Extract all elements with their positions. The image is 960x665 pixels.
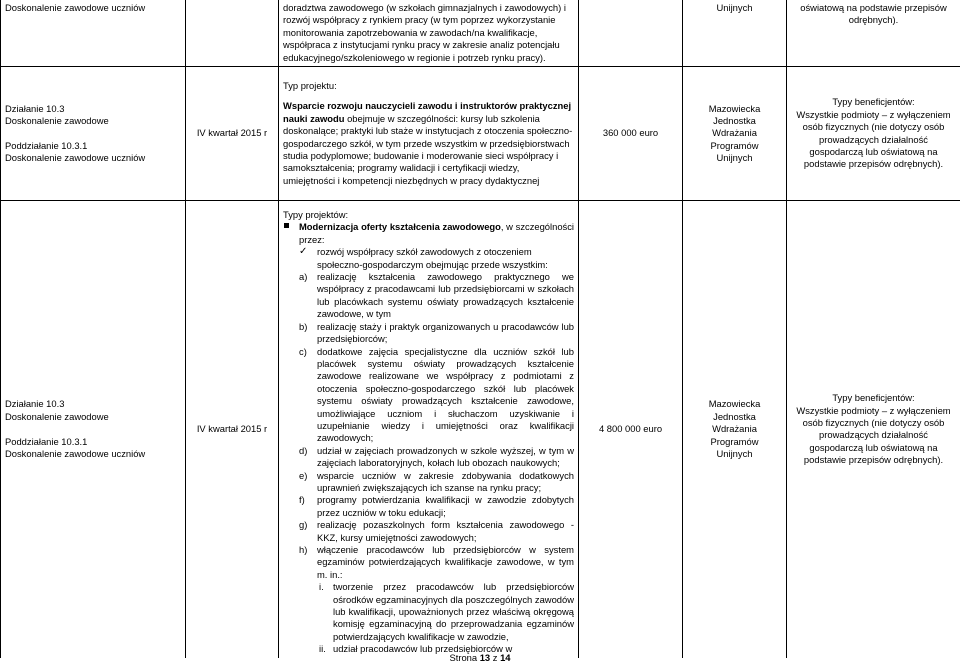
institution-line: Mazowiecka [708, 398, 761, 410]
project-type-cell [279, 0, 579, 67]
institution-line: Unijnych [716, 152, 753, 164]
institution-cell [683, 201, 787, 658]
list-item [283, 246, 574, 271]
measure-line: Doskonalenie zawodowe uczniów [5, 2, 146, 13]
institution-line: Unijnych [716, 447, 753, 459]
project-details: obejmuje w szczególności: kursy lub szkolenia doskonalące; praktyki lub staże w instytucjach z otoczenia społeczno-gospodarczego szkół, w tym przede wszystkim w przedsiębiorstwach studia podyplomowe; budowanie i moderowanie sieci współpracy i samokształcenia; programy walidacji i certyfikacji wiedzy, umiejętności i kompetencji niezbędnych w pracy dydaktycznej [283, 112, 573, 186]
footer-middle: z [490, 652, 501, 663]
beneficiaries-label: Typy beneficjentów: [832, 96, 915, 108]
list-item [283, 470, 574, 495]
project-type-label: Typy projektów: [283, 209, 349, 221]
institution-line: Mazowiecka [708, 102, 761, 114]
measure-spacer [5, 423, 181, 435]
institution-line: Unijnych [716, 2, 753, 13]
beneficiaries-cell [787, 0, 960, 67]
list-item-marker: a) [299, 271, 308, 283]
measure-line: Doskonalenie zawodowe uczniów [5, 447, 146, 459]
square-bullet-icon [284, 223, 289, 228]
beneficiaries-text: Wszystkie podmioty – z wyłączeniem osób fizycznych (nie dotyczy osób prowadzących działalność gospodarczą lub oświatową na podstawie przepisów odrębnych). [796, 108, 951, 170]
institution-line: Wdrażania [712, 127, 757, 139]
list-item-text: udział pracodawców lub przedsiębiorców w [333, 643, 513, 655]
beneficiaries-cell [787, 67, 960, 201]
allocation-cell [579, 67, 683, 201]
list-item-text: realizację pozaszkolnych form kształcenia zawodowego - KKZ, kursy umiejętności zawodowych; [317, 519, 574, 543]
footer-prefix: Strona [449, 652, 480, 663]
beneficiaries-label: Typy beneficjentów: [832, 392, 915, 404]
list-item-marker: b) [299, 320, 308, 332]
list-item-marker: ii. [319, 643, 326, 655]
total-pages-number: 14 [500, 652, 511, 663]
list-item-marker: d) [299, 444, 308, 456]
measure-line: Działanie 10.3 [5, 398, 65, 410]
measure-cell [1, 67, 186, 201]
project-title: Wsparcie rozwoju nauczycieli zawodu i instruktorów praktycznej nauki zawodu [283, 100, 572, 124]
allocation-cell [579, 201, 683, 658]
list-item-text: tworzenie przez pracodawców lub przedsiębiorców ośrodków egzaminacyjnych dla poszczególnych zawodów lub kwalifikacji, upoważnionych przez właściwą okręgową komisję egzaminacyjną do przeprowadzania egzaminów potwierdzających kwalifikacje w zawodzie, [333, 581, 574, 642]
measure-spacer [5, 127, 181, 139]
project-type-cell [279, 67, 579, 201]
list-item-marker: c) [299, 345, 307, 357]
list-item-text: wsparcie uczniów w zakresie zdobywania dodatkowych uprawnień zwiększających ich szanse na rynku pracy; [317, 469, 574, 493]
list-item [283, 581, 574, 643]
list-item [283, 544, 574, 581]
allocation-cell [579, 0, 683, 67]
institution-cell [683, 67, 787, 201]
table-row [1, 201, 960, 658]
allocation-amount: 4 800 000 euro [598, 423, 663, 435]
list-item-text: , w szczególności przez: [299, 221, 574, 245]
list-item-text: dodatkowe zajęcia specjalistyczne dla uczniów szkół lub placówek systemu oświaty prowadzących kształcenie zawodowe realizowane we współpracy z podmiotami z otoczenia społeczno-gospodarczego szkół lub placówek systemu oświaty prowadzących kształcenie zawodowe, umożliwiające uczniom i słuchaczom uzyskiwanie i uzupełnianie wiedzy i umiejętności oraz kwalifikacji zawodowych; [317, 345, 574, 444]
list-item-title: Modernizacja oferty kształcenia zawodowego [299, 221, 501, 233]
beneficiaries-cell [787, 201, 960, 658]
project-type-label: Typ projektu: [283, 79, 337, 91]
list-item-marker: g) [299, 519, 308, 531]
project-description: doradztwa zawodowego (w szkołach gimnazjalnych i zawodowych) i rozwój współpracy z rynkiem pracy (w tym poprzez wykorzystanie monitorowania zapotrzebowania w zawodach/na kwalifikacje, współpraca z instytucjami rynku pracy w zakresie analiz potencjału edukacyjnego/szkoleniowego w regionie i potrzeb rynku pracy). [283, 2, 566, 63]
list-item [283, 271, 574, 321]
institution-line: Wdrażania [712, 423, 757, 435]
table-row [1, 0, 960, 67]
measure-line: Doskonalenie zawodowe [5, 114, 109, 126]
beneficiaries-text: Wszystkie podmioty – z wyłączeniem osób fizycznych (nie dotyczy osób prowadzących działalność gospodarczą lub oświatową na podstawie przepisów odrębnych). [796, 404, 951, 466]
institution-cell [683, 0, 787, 67]
project-type-list [283, 221, 574, 655]
list-item [283, 321, 574, 346]
list-item-text: rozwój współpracy szkół zawodowych z otoczeniem społeczno-gospodarczym obejmując przede wszystkim: [317, 246, 548, 270]
timing-cell [186, 201, 279, 658]
list-item [283, 346, 574, 445]
timing-text: IV kwartał 2015 r [196, 127, 268, 139]
beneficiaries-text: oświatową na podstawie przepisów odrębnych). [800, 2, 947, 26]
measure-line: Doskonalenie zawodowe [5, 410, 109, 422]
list-item-text: realizację kształcenia zawodowego praktycznego we współpracy z pracodawcami lub przedsiębiorcami w szkołach lub placówkach systemu oświaty prowadzących kształcenie zawodowe, w tym [317, 271, 574, 320]
project-type-cell [279, 201, 579, 658]
institution-line: Jednostka [713, 114, 756, 126]
list-item [283, 221, 574, 246]
measure-cell [1, 201, 186, 658]
table-row [1, 67, 960, 201]
institution-line: Programów [710, 435, 759, 447]
checkmark-icon: ✓ [299, 246, 308, 258]
project-description [283, 100, 574, 187]
measure-cell [1, 0, 186, 67]
institution-line: Programów [710, 139, 759, 151]
measure-line: Działanie 10.3 [5, 102, 65, 114]
list-item-text: programy potwierdzania kwalifikacji w zawodzie zdobytych przez uczniów w toku edukacji; [317, 494, 574, 518]
page-footer [0, 652, 960, 664]
timing-text: IV kwartał 2015 r [196, 423, 268, 435]
list-item-text: udział w zajęciach prowadzonych w szkole wyższej, w tym w zajęciach laboratoryjnych, kołach lub obozach naukowych; [317, 444, 574, 469]
list-item-marker: i. [319, 581, 324, 593]
institution-line: Jednostka [713, 410, 756, 422]
list-item [283, 445, 574, 470]
measure-line: Poddziałanie 10.3.1 [5, 435, 88, 447]
allocation-amount: 360 000 euro [602, 127, 659, 139]
timing-cell [186, 67, 279, 201]
timing-cell [186, 0, 279, 67]
list-item-marker: h) [299, 544, 308, 555]
measure-line: Doskonalenie zawodowe uczniów [5, 152, 146, 164]
list-item-text: włączenie pracodawców lub przedsiębiorców w system egzaminów potwierdzających kwalifikacje zawodowe, w tym m. in.: [317, 544, 574, 580]
current-page-number: 13 [479, 652, 491, 663]
list-item [283, 519, 574, 544]
measure-line: Poddziałanie 10.3.1 [5, 139, 88, 151]
list-item-marker: f) [299, 494, 305, 506]
list-item-text: realizację staży i praktyk organizowanych u pracodawców lub przedsiębiorców; [317, 320, 574, 345]
list-item [283, 494, 574, 519]
list-item-marker: e) [299, 469, 308, 481]
